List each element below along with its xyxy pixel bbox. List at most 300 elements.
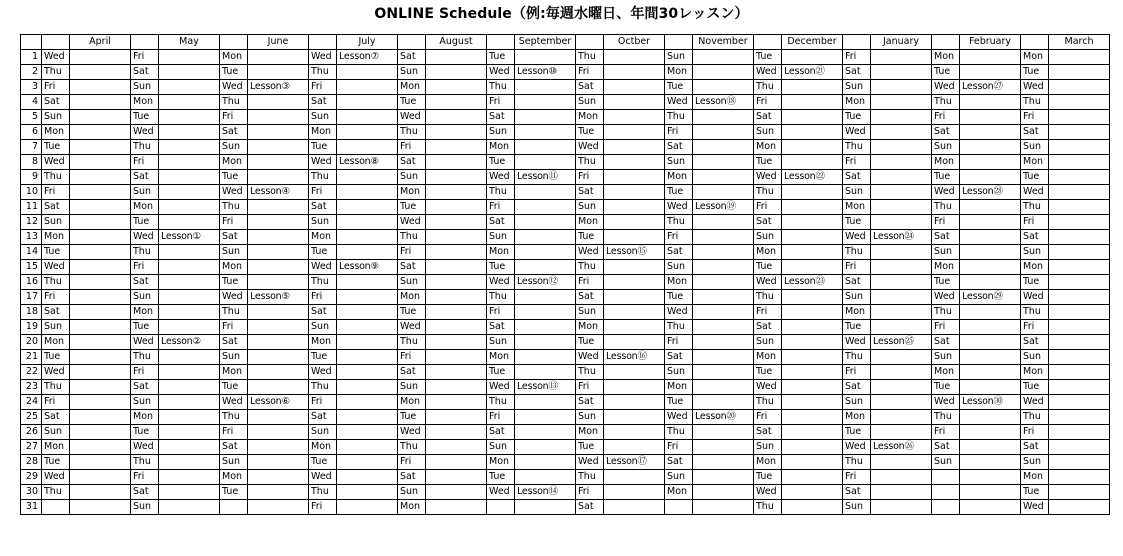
weekday-cell[interactable]: Fri (843, 470, 871, 485)
weekday-cell[interactable]: Wed (665, 410, 693, 425)
weekday-cell[interactable]: Fri (398, 350, 426, 365)
lesson-cell[interactable] (426, 365, 487, 380)
lesson-cell[interactable] (426, 350, 487, 365)
lesson-cell[interactable] (693, 380, 754, 395)
lesson-cell[interactable] (1049, 140, 1110, 155)
weekday-cell[interactable]: Mon (843, 410, 871, 425)
weekday-cell[interactable]: Sat (131, 485, 159, 500)
lesson-cell[interactable] (782, 440, 843, 455)
lesson-cell[interactable] (337, 125, 398, 140)
lesson-cell[interactable] (159, 80, 220, 95)
lesson-cell[interactable]: Lesson⑦ (337, 50, 398, 65)
weekday-cell[interactable]: Tue (487, 365, 515, 380)
lesson-cell[interactable] (604, 470, 665, 485)
weekday-cell[interactable]: Mon (220, 50, 248, 65)
weekday-cell[interactable]: Tue (220, 65, 248, 80)
lesson-cell[interactable] (159, 350, 220, 365)
lesson-cell[interactable]: Lesson⑱ (693, 95, 754, 110)
weekday-cell[interactable]: Thu (487, 80, 515, 95)
weekday-cell[interactable]: Sat (576, 500, 604, 515)
weekday-cell[interactable]: Tue (843, 425, 871, 440)
weekday-cell[interactable]: Sun (398, 275, 426, 290)
weekday-cell[interactable]: Thu (309, 170, 337, 185)
lesson-cell[interactable] (1049, 260, 1110, 275)
lesson-cell[interactable] (782, 80, 843, 95)
weekday-cell[interactable]: Wed (487, 275, 515, 290)
lesson-cell[interactable]: Lesson⑩ (515, 65, 576, 80)
weekday-cell[interactable]: Tue (1021, 65, 1049, 80)
lesson-cell[interactable]: Lesson④ (248, 185, 309, 200)
weekday-cell[interactable]: Sat (843, 485, 871, 500)
weekday-cell[interactable]: Thu (398, 230, 426, 245)
lesson-cell[interactable] (871, 395, 932, 410)
weekday-cell[interactable]: Thu (398, 335, 426, 350)
weekday-cell[interactable]: Sun (1021, 140, 1049, 155)
lesson-cell[interactable] (871, 260, 932, 275)
lesson-cell[interactable] (515, 110, 576, 125)
lesson-cell[interactable] (426, 440, 487, 455)
weekday-cell[interactable]: Sat (398, 470, 426, 485)
weekday-cell[interactable]: Fri (665, 125, 693, 140)
weekday-cell[interactable]: Thu (754, 500, 782, 515)
lesson-cell[interactable] (782, 350, 843, 365)
lesson-cell[interactable] (960, 50, 1021, 65)
weekday-cell[interactable]: Tue (398, 200, 426, 215)
lesson-cell[interactable] (604, 305, 665, 320)
weekday-cell[interactable]: Mon (932, 260, 960, 275)
weekday-cell[interactable]: Fri (1021, 320, 1049, 335)
weekday-cell[interactable]: Sat (131, 275, 159, 290)
weekday-cell[interactable]: Sat (932, 125, 960, 140)
weekday-cell[interactable]: Thu (576, 260, 604, 275)
weekday-cell[interactable]: Wed (42, 365, 70, 380)
lesson-cell[interactable] (337, 200, 398, 215)
lesson-cell[interactable] (426, 320, 487, 335)
weekday-cell[interactable]: Mon (220, 260, 248, 275)
lesson-cell[interactable] (248, 230, 309, 245)
weekday-cell[interactable] (487, 500, 515, 515)
weekday-cell[interactable]: Wed (309, 50, 337, 65)
lesson-cell[interactable] (604, 485, 665, 500)
lesson-cell[interactable]: Lesson③ (248, 80, 309, 95)
lesson-cell[interactable] (782, 290, 843, 305)
lesson-cell[interactable]: Lesson⑨ (337, 260, 398, 275)
weekday-cell[interactable]: Fri (932, 215, 960, 230)
weekday-cell[interactable]: Mon (309, 440, 337, 455)
weekday-cell[interactable]: Tue (1021, 485, 1049, 500)
weekday-cell[interactable]: Wed (42, 155, 70, 170)
weekday-cell[interactable]: Mon (843, 200, 871, 215)
weekday-cell[interactable]: Thu (309, 65, 337, 80)
lesson-cell[interactable] (70, 335, 131, 350)
weekday-cell[interactable]: Sun (398, 380, 426, 395)
lesson-cell[interactable] (248, 260, 309, 275)
lesson-cell[interactable] (960, 320, 1021, 335)
weekday-cell[interactable]: Tue (487, 155, 515, 170)
weekday-cell[interactable]: Wed (131, 230, 159, 245)
lesson-cell[interactable]: Lesson㉙ (960, 290, 1021, 305)
lesson-cell[interactable] (693, 155, 754, 170)
weekday-cell[interactable]: Fri (309, 80, 337, 95)
weekday-cell[interactable]: Sun (665, 50, 693, 65)
weekday-cell[interactable]: Tue (42, 350, 70, 365)
lesson-cell[interactable] (960, 215, 1021, 230)
lesson-cell[interactable] (426, 410, 487, 425)
weekday-cell[interactable]: Mon (754, 350, 782, 365)
weekday-cell[interactable]: Thu (843, 140, 871, 155)
lesson-cell[interactable] (693, 185, 754, 200)
lesson-cell[interactable] (159, 440, 220, 455)
weekday-cell[interactable]: Fri (754, 410, 782, 425)
weekday-cell[interactable]: Wed (932, 80, 960, 95)
weekday-cell[interactable]: Thu (576, 155, 604, 170)
weekday-cell[interactable]: Thu (309, 380, 337, 395)
lesson-cell[interactable] (604, 140, 665, 155)
lesson-cell[interactable] (515, 500, 576, 515)
lesson-cell[interactable] (70, 80, 131, 95)
lesson-cell[interactable] (515, 440, 576, 455)
weekday-cell[interactable]: Mon (1021, 470, 1049, 485)
weekday-cell[interactable]: Fri (487, 200, 515, 215)
weekday-cell[interactable]: Mon (665, 170, 693, 185)
lesson-cell[interactable] (1049, 440, 1110, 455)
weekday-cell[interactable]: Tue (665, 185, 693, 200)
weekday-cell[interactable]: Mon (576, 110, 604, 125)
weekday-cell[interactable]: Mon (932, 50, 960, 65)
weekday-cell[interactable]: Fri (1021, 425, 1049, 440)
lesson-cell[interactable] (248, 95, 309, 110)
lesson-cell[interactable] (782, 260, 843, 275)
weekday-cell[interactable]: Sat (754, 215, 782, 230)
weekday-cell[interactable]: Sat (131, 65, 159, 80)
lesson-cell[interactable] (515, 80, 576, 95)
lesson-cell[interactable] (693, 50, 754, 65)
weekday-cell[interactable]: Sat (843, 170, 871, 185)
weekday-cell[interactable]: Sat (932, 335, 960, 350)
lesson-cell[interactable] (337, 335, 398, 350)
weekday-cell[interactable]: Sat (754, 110, 782, 125)
lesson-cell[interactable] (693, 470, 754, 485)
weekday-cell[interactable]: Wed (398, 320, 426, 335)
lesson-cell[interactable] (871, 185, 932, 200)
weekday-cell[interactable]: Sun (398, 485, 426, 500)
weekday-cell[interactable]: Wed (487, 170, 515, 185)
weekday-cell[interactable]: Fri (665, 230, 693, 245)
lesson-cell[interactable] (337, 290, 398, 305)
lesson-cell[interactable] (693, 245, 754, 260)
lesson-cell[interactable] (693, 215, 754, 230)
lesson-cell[interactable] (871, 290, 932, 305)
weekday-cell[interactable]: Sun (576, 200, 604, 215)
lesson-cell[interactable] (159, 455, 220, 470)
lesson-cell[interactable] (871, 140, 932, 155)
lesson-cell[interactable] (248, 350, 309, 365)
weekday-cell[interactable]: Mon (932, 365, 960, 380)
lesson-cell[interactable] (782, 500, 843, 515)
lesson-cell[interactable] (337, 395, 398, 410)
lesson-cell[interactable] (782, 95, 843, 110)
lesson-cell[interactable] (871, 200, 932, 215)
weekday-cell[interactable]: Thu (932, 410, 960, 425)
weekday-cell[interactable]: Sat (487, 215, 515, 230)
weekday-cell[interactable]: Wed (1021, 80, 1049, 95)
weekday-cell[interactable]: Wed (665, 200, 693, 215)
weekday-cell[interactable]: Thu (1021, 305, 1049, 320)
lesson-cell[interactable] (1049, 350, 1110, 365)
weekday-cell[interactable]: Fri (932, 320, 960, 335)
lesson-cell[interactable] (248, 470, 309, 485)
lesson-cell[interactable]: Lesson② (159, 335, 220, 350)
lesson-cell[interactable] (871, 425, 932, 440)
weekday-cell[interactable]: Sun (1021, 455, 1049, 470)
weekday-cell[interactable]: Wed (1021, 395, 1049, 410)
lesson-cell[interactable] (782, 380, 843, 395)
lesson-cell[interactable] (960, 425, 1021, 440)
lesson-cell[interactable] (159, 500, 220, 515)
lesson-cell[interactable] (248, 275, 309, 290)
weekday-cell[interactable]: Mon (576, 215, 604, 230)
weekday-cell[interactable]: Tue (309, 350, 337, 365)
lesson-cell[interactable] (871, 110, 932, 125)
lesson-cell[interactable] (604, 230, 665, 245)
weekday-cell[interactable]: Tue (665, 395, 693, 410)
weekday-cell[interactable]: Thu (843, 350, 871, 365)
weekday-cell[interactable]: Mon (1021, 365, 1049, 380)
lesson-cell[interactable]: Lesson⑮ (604, 245, 665, 260)
lesson-cell[interactable] (782, 395, 843, 410)
lesson-cell[interactable] (515, 230, 576, 245)
lesson-cell[interactable] (1049, 80, 1110, 95)
lesson-cell[interactable] (70, 500, 131, 515)
lesson-cell[interactable] (782, 50, 843, 65)
lesson-cell[interactable] (1049, 455, 1110, 470)
lesson-cell[interactable] (515, 185, 576, 200)
weekday-cell[interactable]: Wed (1021, 290, 1049, 305)
weekday-cell[interactable]: Wed (754, 380, 782, 395)
lesson-cell[interactable] (960, 305, 1021, 320)
lesson-cell[interactable] (70, 455, 131, 470)
weekday-cell[interactable]: Mon (1021, 260, 1049, 275)
lesson-cell[interactable] (515, 50, 576, 65)
weekday-cell[interactable]: Wed (220, 290, 248, 305)
lesson-cell[interactable] (604, 320, 665, 335)
weekday-cell[interactable]: Thu (665, 110, 693, 125)
weekday-cell[interactable]: Sun (131, 290, 159, 305)
weekday-cell[interactable]: Fri (576, 485, 604, 500)
weekday-cell[interactable]: Thu (131, 140, 159, 155)
weekday-cell[interactable]: Sat (576, 395, 604, 410)
weekday-cell[interactable]: Sat (220, 125, 248, 140)
weekday-cell[interactable]: Tue (487, 50, 515, 65)
lesson-cell[interactable] (337, 485, 398, 500)
lesson-cell[interactable] (70, 185, 131, 200)
lesson-cell[interactable] (782, 215, 843, 230)
weekday-cell[interactable]: Tue (220, 275, 248, 290)
lesson-cell[interactable]: Lesson⑭ (515, 485, 576, 500)
lesson-cell[interactable] (871, 80, 932, 95)
lesson-cell[interactable]: Lesson⑧ (337, 155, 398, 170)
weekday-cell[interactable]: Tue (932, 380, 960, 395)
weekday-cell[interactable]: Fri (665, 440, 693, 455)
weekday-cell[interactable]: Tue (754, 470, 782, 485)
lesson-cell[interactable] (515, 395, 576, 410)
weekday-cell[interactable]: Wed (487, 380, 515, 395)
weekday-cell[interactable]: Thu (932, 200, 960, 215)
lesson-cell[interactable] (70, 95, 131, 110)
weekday-cell[interactable]: Mon (42, 440, 70, 455)
lesson-cell[interactable] (782, 125, 843, 140)
lesson-cell[interactable] (515, 365, 576, 380)
weekday-cell[interactable]: Sun (665, 155, 693, 170)
lesson-cell[interactable] (515, 335, 576, 350)
weekday-cell[interactable]: Wed (487, 485, 515, 500)
weekday-cell[interactable]: Tue (220, 485, 248, 500)
lesson-cell[interactable] (70, 65, 131, 80)
lesson-cell[interactable] (159, 380, 220, 395)
lesson-cell[interactable] (426, 95, 487, 110)
lesson-cell[interactable] (604, 110, 665, 125)
lesson-cell[interactable] (871, 380, 932, 395)
lesson-cell[interactable] (248, 200, 309, 215)
weekday-cell[interactable]: Sat (843, 275, 871, 290)
lesson-cell[interactable] (1049, 185, 1110, 200)
lesson-cell[interactable] (426, 245, 487, 260)
weekday-cell[interactable]: Wed (309, 260, 337, 275)
weekday-cell[interactable]: Wed (309, 365, 337, 380)
lesson-cell[interactable] (871, 125, 932, 140)
lesson-cell[interactable] (693, 230, 754, 245)
weekday-cell[interactable]: Fri (42, 395, 70, 410)
lesson-cell[interactable] (426, 65, 487, 80)
weekday-cell[interactable]: Wed (309, 155, 337, 170)
weekday-cell[interactable]: Tue (309, 455, 337, 470)
lesson-cell[interactable] (426, 80, 487, 95)
lesson-cell[interactable] (960, 500, 1021, 515)
lesson-cell[interactable] (159, 245, 220, 260)
lesson-cell[interactable] (248, 410, 309, 425)
weekday-cell[interactable]: Mon (131, 305, 159, 320)
weekday-cell[interactable]: Mon (487, 245, 515, 260)
lesson-cell[interactable] (693, 500, 754, 515)
weekday-cell[interactable]: Sun (843, 290, 871, 305)
lesson-cell[interactable] (782, 200, 843, 215)
lesson-cell[interactable] (337, 455, 398, 470)
lesson-cell[interactable] (693, 260, 754, 275)
lesson-cell[interactable] (604, 170, 665, 185)
weekday-cell[interactable]: Sat (1021, 230, 1049, 245)
lesson-cell[interactable] (248, 440, 309, 455)
lesson-cell[interactable] (515, 455, 576, 470)
weekday-cell[interactable]: Fri (487, 95, 515, 110)
weekday-cell[interactable]: Tue (932, 170, 960, 185)
weekday-cell[interactable]: Fri (487, 305, 515, 320)
lesson-cell[interactable] (960, 95, 1021, 110)
weekday-cell[interactable]: Sat (220, 335, 248, 350)
lesson-cell[interactable] (960, 155, 1021, 170)
lesson-cell[interactable] (693, 125, 754, 140)
lesson-cell[interactable] (960, 365, 1021, 380)
weekday-cell[interactable]: Fri (932, 425, 960, 440)
weekday-cell[interactable]: Tue (754, 365, 782, 380)
lesson-cell[interactable] (782, 410, 843, 425)
lesson-cell[interactable] (1049, 110, 1110, 125)
lesson-cell[interactable] (159, 395, 220, 410)
lesson-cell[interactable] (782, 425, 843, 440)
lesson-cell[interactable] (248, 305, 309, 320)
weekday-cell[interactable]: Fri (576, 275, 604, 290)
lesson-cell[interactable]: Lesson㉖ (871, 440, 932, 455)
weekday-cell[interactable]: Wed (42, 470, 70, 485)
lesson-cell[interactable] (426, 200, 487, 215)
weekday-cell[interactable]: Tue (1021, 275, 1049, 290)
weekday-cell[interactable]: Sun (665, 365, 693, 380)
weekday-cell[interactable]: Fri (220, 425, 248, 440)
weekday-cell[interactable]: Tue (576, 440, 604, 455)
lesson-cell[interactable] (782, 230, 843, 245)
weekday-cell[interactable]: Fri (843, 260, 871, 275)
lesson-cell[interactable] (871, 95, 932, 110)
lesson-cell[interactable] (159, 65, 220, 80)
lesson-cell[interactable] (1049, 155, 1110, 170)
lesson-cell[interactable] (1049, 395, 1110, 410)
weekday-cell[interactable]: Sun (576, 95, 604, 110)
weekday-cell[interactable]: Sun (131, 395, 159, 410)
lesson-cell[interactable] (1049, 245, 1110, 260)
weekday-cell[interactable]: Sat (220, 440, 248, 455)
lesson-cell[interactable]: Lesson⑲ (693, 200, 754, 215)
weekday-cell[interactable]: Tue (1021, 380, 1049, 395)
weekday-cell[interactable]: Fri (576, 380, 604, 395)
lesson-cell[interactable] (960, 260, 1021, 275)
weekday-cell[interactable]: Fri (1021, 215, 1049, 230)
weekday-cell[interactable]: Tue (309, 245, 337, 260)
lesson-cell[interactable] (515, 155, 576, 170)
lesson-cell[interactable] (604, 290, 665, 305)
lesson-cell[interactable] (693, 110, 754, 125)
weekday-cell[interactable]: Tue (398, 305, 426, 320)
weekday-cell[interactable]: Tue (932, 275, 960, 290)
weekday-cell[interactable]: Sat (665, 455, 693, 470)
lesson-cell[interactable] (960, 380, 1021, 395)
lesson-cell[interactable] (960, 410, 1021, 425)
weekday-cell[interactable]: Fri (220, 110, 248, 125)
weekday-cell[interactable]: Thu (1021, 410, 1049, 425)
weekday-cell[interactable]: Sat (932, 230, 960, 245)
lesson-cell[interactable]: Lesson㉔ (871, 230, 932, 245)
lesson-cell[interactable]: Lesson⑤ (248, 290, 309, 305)
lesson-cell[interactable] (248, 110, 309, 125)
weekday-cell[interactable]: Sun (42, 320, 70, 335)
weekday-cell[interactable]: Mon (487, 350, 515, 365)
weekday-cell[interactable]: Thu (220, 95, 248, 110)
weekday-cell[interactable]: Tue (131, 110, 159, 125)
weekday-cell[interactable]: Wed (398, 425, 426, 440)
lesson-cell[interactable] (871, 65, 932, 80)
weekday-cell[interactable]: Sat (487, 110, 515, 125)
weekday-cell[interactable]: Sun (487, 335, 515, 350)
weekday-cell[interactable]: Tue (576, 335, 604, 350)
weekday-cell[interactable]: Thu (42, 485, 70, 500)
weekday-cell[interactable]: Thu (42, 380, 70, 395)
weekday-cell[interactable]: Fri (843, 155, 871, 170)
weekday-cell[interactable]: Wed (665, 305, 693, 320)
weekday-cell[interactable]: Mon (665, 65, 693, 80)
weekday-cell[interactable]: Fri (932, 110, 960, 125)
weekday-cell[interactable]: Tue (754, 155, 782, 170)
weekday-cell[interactable]: Wed (754, 485, 782, 500)
weekday-cell[interactable]: Sat (131, 170, 159, 185)
weekday-cell[interactable]: Wed (843, 125, 871, 140)
